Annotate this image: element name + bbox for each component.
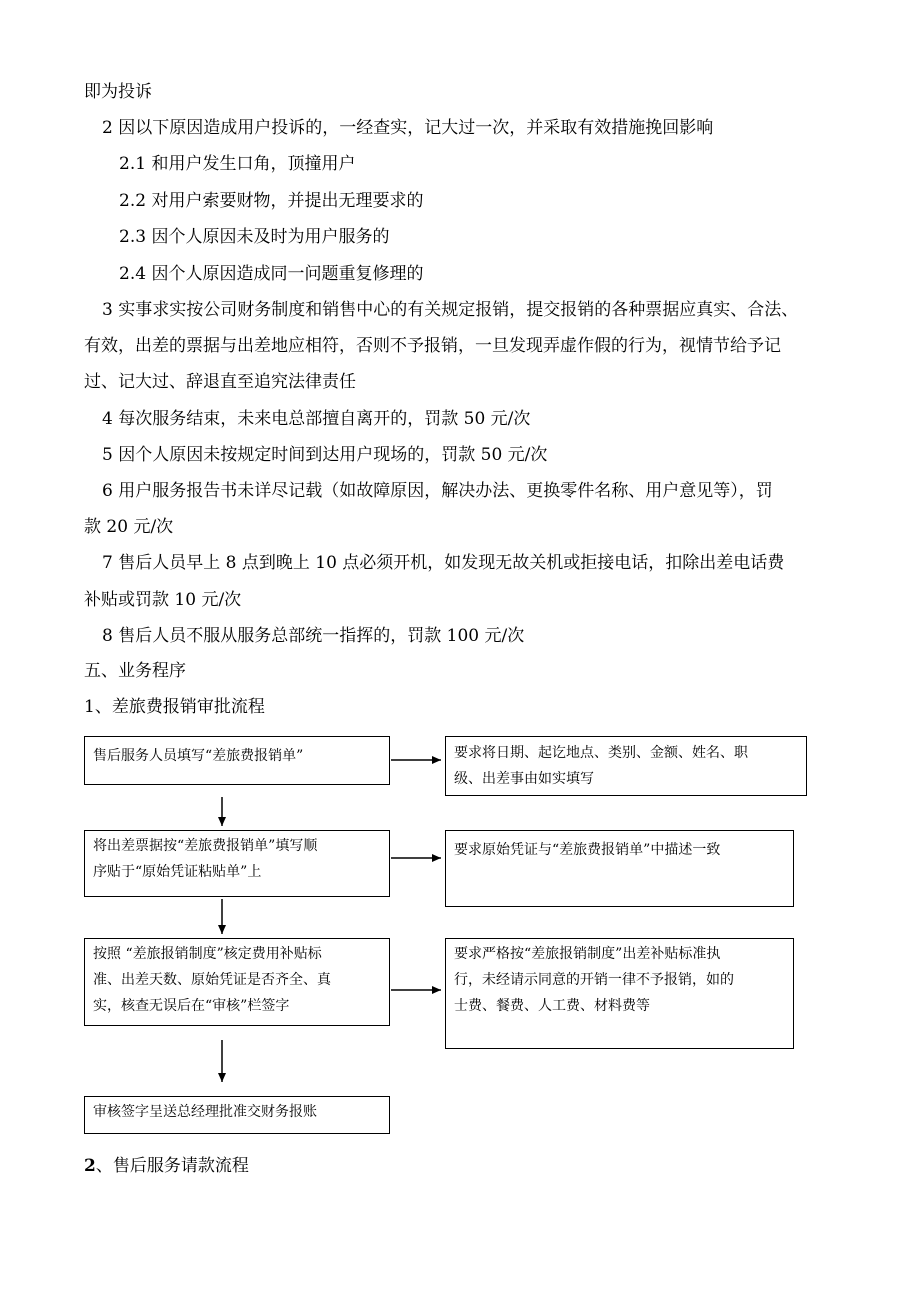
text-line: 2.3 因个人原因未及时为用户服务的 [119, 227, 390, 247]
flow-note-3 [445, 938, 794, 1049]
text-line: 3 实事求实按公司财务制度和销售中心的有关规定报销，提交报销的各种票据应真实、合法、 [102, 300, 799, 320]
flow-step-text: 准、出差天数、原始凭证是否齐全、真 [93, 972, 331, 988]
flow-note-text: 士费、餐费、人工费、材料费等 [454, 998, 650, 1014]
subsection-title: 、售后服务请款流程 [95, 1156, 249, 1176]
flow-step-text: 实，核查无误后在“审核”栏签字 [93, 998, 290, 1014]
text-line: 有效，出差的票据与出差地应相符，否则不予报销，一旦发现弄虚作假的行为，视情节给予记 [84, 336, 781, 356]
text-line: 5 因个人原因未按规定时间到达用户现场的，罚款 50 元/次 [102, 445, 548, 465]
flow-note-text: 要求原始凭证与“差旅费报销单”中描述一致 [454, 842, 721, 858]
flow-note-1 [445, 736, 807, 796]
text-line: 过、记大过、辞退直至追究法律责任 [84, 372, 356, 392]
flow-note-text: 要求严格按“差旅报销制度”出差补贴标准执 [454, 946, 721, 962]
subsection-number: 2 [84, 1156, 96, 1176]
text-line: 2.2 对用户索要财物，并提出无理要求的 [119, 191, 424, 211]
flow-step-text: 序贴于“原始凭证粘贴单”上 [93, 864, 262, 880]
flow-step-text: 售后服务人员填写“差旅费报销单” [93, 748, 304, 764]
flow-note-text: 行，未经请示同意的开销一律不予报销，如的 [454, 972, 734, 988]
flow-step-4 [84, 1096, 390, 1134]
flow-step-text: 按照 “差旅报销制度”核定费用补贴标 [93, 946, 322, 962]
flow-note-2 [445, 830, 794, 907]
flow-note-text: 级、出差事由如实填写 [454, 771, 594, 787]
text-line: 6 用户服务报告书未详尽记载（如故障原因，解决办法、更换零件名称、用户意见等），罚 [102, 481, 773, 501]
flow-note-text: 要求将日期、起讫地点、类别、金额、姓名、职 [454, 745, 748, 761]
text-line: 款 20 元/次 [84, 517, 174, 537]
subsection-heading-2 [84, 1154, 249, 1178]
flow-step-3 [84, 938, 390, 1026]
text-line: 2.1 和用户发生口角，顶撞用户 [119, 154, 356, 174]
section-heading: 五、业务程序 [84, 661, 186, 681]
flow-step-text: 将出差票据按“差旅费报销单”填写顺 [93, 838, 318, 854]
text-line: 4 每次服务结束，未来电总部擅自离开的，罚款 50 元/次 [102, 409, 531, 429]
text-line: 7 售后人员早上 8 点到晚上 10 点必须开机，如发现无故关机或拒接电话，扣除出差电话费 [102, 553, 785, 573]
flow-step-text: 审核签字呈送总经理批准交财务报账 [93, 1104, 317, 1120]
text-line: 8 售后人员不服从服务总部统一指挥的，罚款 100 元/次 [102, 626, 525, 646]
text-line: 补贴或罚款 10 元/次 [84, 590, 242, 610]
text-line: 2 因以下原因造成用户投诉的，一经查实，记大过一次，并采取有效措施挽回影响 [102, 118, 714, 138]
text-line: 2.4 因个人原因造成同一问题重复修理的 [119, 264, 424, 284]
text-line: 即为投诉 [84, 82, 152, 102]
flow-step-2 [84, 830, 390, 897]
subsection-heading: 1、差旅费报销审批流程 [84, 697, 265, 717]
flow-step-1 [84, 736, 390, 785]
